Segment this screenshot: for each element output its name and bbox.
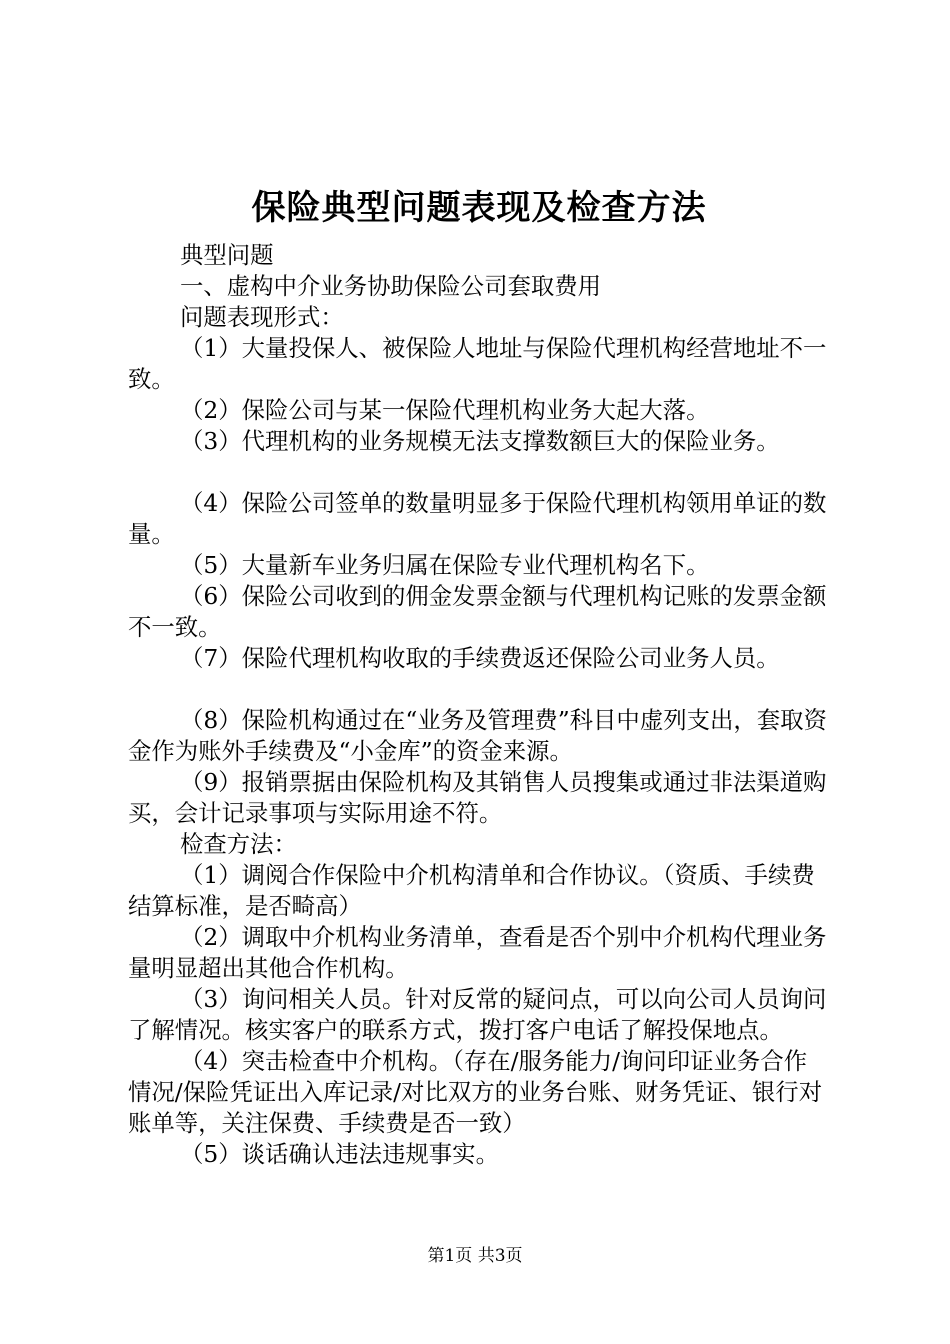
list-item: （3）代理机构的业务规模无法支撑数额巨大的保险业务。 <box>180 427 780 455</box>
page-footer: 第1页 共3页 <box>427 1246 523 1266</box>
section-heading: 检查方法： <box>180 830 297 858</box>
paragraph: 问题表现形式： <box>180 303 344 331</box>
list-item: （5）谈话确认违法违规事实。 <box>180 1140 499 1168</box>
list-item: （5）大量新车业务归属在保险专业代理机构名下。 <box>180 551 710 579</box>
paragraph: 典型问题 <box>180 241 274 269</box>
list-item: （6）保险公司收到的佣金发票金额与代理机构记账的发票金额不一致。 <box>128 582 827 641</box>
list-item: （8）保险机构通过在“业务及管理费”科目中虚列支出，套取资金作为账外手续费及“小金库”的资金来源。 <box>128 706 827 765</box>
list-item: （9）报销票据由保险机构及其销售人员搜集或通过非法渠道购买，会计记录事项与实际用途不符。 <box>128 768 827 827</box>
list-item: （4）突击检查中介机构。（存在/服务能力/询问印证业务合作情况/保险凭证出入库记录/对比双方的业务台账、财务凭证、银行对账单等，关注保费、手续费是否一致） <box>128 1047 823 1137</box>
list-item: （1）大量投保人、被保险人地址与保险代理机构经营地址不一致。 <box>128 334 827 393</box>
list-item: （7）保险代理机构收取的手续费返还保险公司业务人员。 <box>180 644 780 672</box>
list-item: （1）调阅合作保险中介机构清单和合作协议。（资质、手续费结算标准，是否畸高） <box>128 861 815 920</box>
list-item: （2）调取中介机构业务清单，查看是否个别中介机构代理业务量明显超出其他合作机构。 <box>128 923 827 982</box>
paragraph: 一、虚构中介业务协助保险公司套取费用 <box>180 272 602 300</box>
document-title: 保险典型问题表现及检查方法 <box>251 188 707 228</box>
list-item: （4）保险公司签单的数量明显多于保险代理机构领用单证的数量。 <box>128 489 827 548</box>
list-item: （2）保险公司与某一保险代理机构业务大起大落。 <box>180 396 710 424</box>
document-page <box>128 180 830 1170</box>
list-item: （3）询问相关人员。针对反常的疑问点，可以向公司人员询问了解情况。核实客户的联系方式，拨打客户电话了解投保地点。 <box>128 985 827 1044</box>
document-body <box>128 240 830 1170</box>
